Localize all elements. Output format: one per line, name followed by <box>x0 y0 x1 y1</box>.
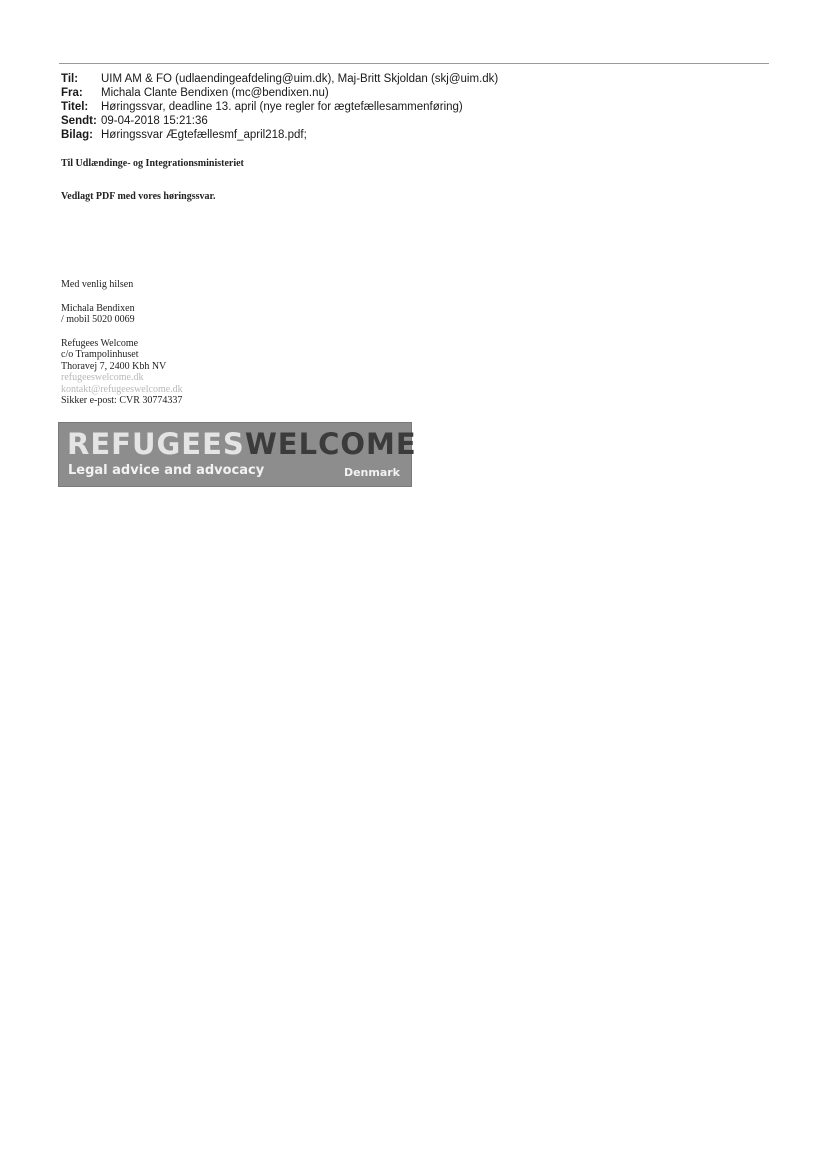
from-value: Michala Clante Bendixen (mc@bendixen.nu) <box>101 87 329 99</box>
org-email-link[interactable]: kontakt@refugeeswelcome.dk <box>61 383 183 395</box>
organization-block <box>61 338 561 407</box>
sender-name: Michala Bendixen <box>61 302 135 314</box>
org-web-link[interactable]: refugeeswelcome.dk <box>61 372 144 383</box>
email-header <box>61 72 498 142</box>
refugees-welcome-logo <box>58 422 417 487</box>
greeting: Med venlig hilsen <box>61 279 134 290</box>
subject-value: Høringssvar, deadline 13. april (nye regler for ægtefællesammenføring) <box>101 101 463 113</box>
sent-row <box>61 114 498 128</box>
from-label: Fra: <box>61 87 83 99</box>
to-value: UIM AM & FO (udlaendingeafdeling@uim.dk), Maj-Britt Skjoldan (skj@uim.dk) <box>101 73 499 85</box>
org-address: Thoravej 7, 2400 Kbh NV <box>61 360 167 372</box>
subject-row <box>61 100 498 114</box>
org-secure-mail: Sikker e-post: CVR 30774337 <box>61 395 183 406</box>
logo-country: Denmark <box>343 466 400 479</box>
attachment-row <box>61 128 498 142</box>
sent-label: Sendt: <box>61 115 97 127</box>
to-label: Til: <box>61 73 79 85</box>
org-name: Refugees Welcome <box>61 337 139 349</box>
greeting-block <box>61 279 561 291</box>
subject-label: Titel: <box>61 101 89 113</box>
from-row <box>61 86 498 100</box>
logo-word-refugees: REFUGEES <box>67 427 245 461</box>
sent-value: 09-04-2018 15:21:36 <box>101 115 208 127</box>
to-row <box>61 72 498 86</box>
header-divider <box>59 63 769 64</box>
sender-phone: / mobil 5020 0069 <box>61 314 135 325</box>
addressee-line: Til Udlændinge- og Integrationsministeriet <box>61 158 244 169</box>
attachment-label: Bilag: <box>61 129 93 141</box>
logo-title <box>67 427 417 461</box>
attachment-value: Høringssvar Ægtefællesmf_april218.pdf; <box>101 129 307 141</box>
logo-word-welcome: WELCOME <box>244 427 417 461</box>
sender-block <box>61 303 561 326</box>
logo-tagline: Legal advice and advocacy <box>68 463 265 478</box>
attachment-note: Vedlagt PDF med vores høringssvar. <box>61 191 216 202</box>
email-body <box>61 158 561 419</box>
org-co: c/o Trampolinhuset <box>61 349 139 360</box>
